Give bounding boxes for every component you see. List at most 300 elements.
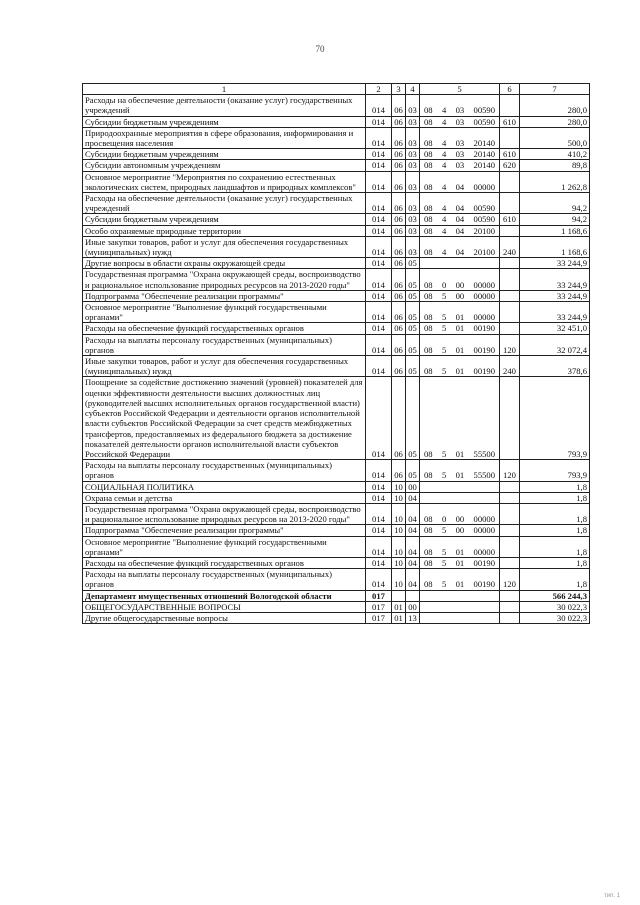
row-ved: 014 (366, 492, 392, 503)
row-target (420, 160, 500, 171)
target-subprogram: 5 (441, 525, 447, 536)
row-sum: 280,0 (520, 95, 590, 116)
target-event: 00 (455, 514, 465, 525)
col-header-4: 4 (406, 84, 420, 95)
target-event: 04 (455, 247, 465, 258)
target-subprogram: 5 (441, 312, 447, 323)
target-subprogram: 0 (441, 514, 447, 525)
row-name: Расходы на обеспечение функций государственных органов (83, 557, 366, 568)
target-event: 03 (455, 149, 465, 160)
row-sum: 33 244,9 (520, 302, 590, 323)
target-subprogram: 4 (441, 138, 447, 149)
row-vr (500, 323, 520, 334)
row-ved: 014 (366, 193, 392, 214)
row-name: Расходы на обеспечение функций государственных органов (83, 323, 366, 334)
target-subprogram: 4 (441, 116, 447, 127)
row-target (420, 525, 500, 536)
target-event: 04 (455, 181, 465, 192)
row-ved: 014 (366, 236, 392, 257)
target-subprogram: 4 (441, 181, 447, 192)
table-row (83, 225, 590, 236)
target-subprogram: 4 (441, 214, 447, 225)
row-rz: 06 (392, 95, 406, 116)
row-sum: 33 244,9 (520, 269, 590, 290)
target-program: 08 (424, 116, 433, 127)
target-event: 01 (455, 470, 465, 481)
row-name: Субсидии бюджетным учреждениям (83, 116, 366, 127)
row-name: Подпрограмма "Обеспечение реализации программы" (83, 290, 366, 301)
col-header-1: 1 (83, 84, 366, 95)
row-name: Подпрограмма "Обеспечение реализации программы" (83, 525, 366, 536)
table-row (83, 269, 590, 290)
row-vr (500, 492, 520, 503)
row-target (420, 236, 500, 257)
target-program: 08 (424, 203, 433, 214)
row-target (420, 569, 500, 590)
row-name: Иные закупки товаров, работ и услуг для обеспечения государственных (муниципальных) нужд (83, 236, 366, 257)
row-pr: 13 (406, 612, 420, 623)
target-event: 04 (455, 203, 465, 214)
row-vr: 610 (500, 149, 520, 160)
row-vr: 240 (500, 236, 520, 257)
row-rz: 06 (392, 323, 406, 334)
row-rz: 06 (392, 171, 406, 192)
row-rz: 01 (392, 601, 406, 612)
row-sum: 566 244,3 (520, 590, 590, 601)
row-name: Иные закупки товаров, работ и услуг для обеспечения государственных (муниципальных) нужд (83, 356, 366, 377)
target-subprogram: 4 (441, 160, 447, 171)
row-pr: 05 (406, 356, 420, 377)
row-rz: 10 (392, 557, 406, 568)
target-subprogram: 5 (441, 470, 447, 481)
table-row (83, 149, 590, 160)
row-pr: 05 (406, 377, 420, 460)
row-target (420, 612, 500, 623)
row-name: Охрана семьи и детства (83, 492, 366, 503)
target-direction: 55500 (473, 448, 495, 459)
row-rz: 10 (392, 569, 406, 590)
row-name: Государственная программа "Охрана окружающей среды, воспроизводство и рациональное использование природных ресурсов на 2013-2020 годы" (83, 269, 366, 290)
target-program: 08 (424, 160, 433, 171)
table-row (83, 127, 590, 148)
target-program: 08 (424, 470, 433, 481)
target-direction: 00190 (473, 344, 495, 355)
row-sum: 500,0 (520, 127, 590, 148)
row-name: Природоохранные мероприятия в сфере образования, информирования и просвещения населения (83, 127, 366, 148)
row-pr: 03 (406, 214, 420, 225)
row-target (420, 460, 500, 481)
row-sum: 280,0 (520, 116, 590, 127)
target-direction: 20140 (473, 160, 495, 171)
row-rz: 06 (392, 460, 406, 481)
target-subprogram: 5 (441, 448, 447, 459)
row-target (420, 334, 500, 355)
header-row (83, 84, 590, 95)
row-vr (500, 302, 520, 323)
row-rz: 06 (392, 258, 406, 269)
target-program: 08 (424, 247, 433, 258)
row-ved: 014 (366, 302, 392, 323)
table-row (83, 193, 590, 214)
target-program: 08 (424, 138, 433, 149)
target-direction: 20100 (473, 247, 495, 258)
target-program: 08 (424, 225, 433, 236)
target-event: 01 (455, 366, 465, 377)
row-pr: 03 (406, 95, 420, 116)
row-target (420, 95, 500, 116)
target-program: 08 (424, 344, 433, 355)
target-event: 03 (455, 116, 465, 127)
row-ved: 014 (366, 269, 392, 290)
col-header-6: 6 (500, 84, 520, 95)
table-row (83, 601, 590, 612)
budget-table (82, 83, 590, 624)
table-row (83, 302, 590, 323)
row-vr (500, 290, 520, 301)
table-row (83, 323, 590, 334)
target-subprogram: 5 (441, 344, 447, 355)
row-sum: 1 262,8 (520, 171, 590, 192)
row-ved: 014 (366, 557, 392, 568)
table-row (83, 536, 590, 557)
row-sum: 1,8 (520, 536, 590, 557)
row-pr: 03 (406, 193, 420, 214)
row-ved: 014 (366, 503, 392, 524)
row-target (420, 356, 500, 377)
row-pr: 05 (406, 290, 420, 301)
row-vr (500, 269, 520, 290)
row-sum: 793,9 (520, 377, 590, 460)
target-program: 08 (424, 448, 433, 459)
row-name: Субсидии бюджетным учреждениям (83, 149, 366, 160)
row-pr: 05 (406, 258, 420, 269)
row-vr: 120 (500, 334, 520, 355)
row-ved: 014 (366, 536, 392, 557)
table-row (83, 258, 590, 269)
row-pr: 04 (406, 536, 420, 557)
row-target (420, 258, 500, 269)
table-row (83, 160, 590, 171)
target-direction: 20140 (473, 149, 495, 160)
table-row (83, 95, 590, 116)
row-target (420, 290, 500, 301)
target-direction: 00000 (473, 312, 495, 323)
target-subprogram: 4 (441, 225, 447, 236)
row-target (420, 116, 500, 127)
row-vr (500, 590, 520, 601)
target-event: 01 (455, 312, 465, 323)
row-rz: 06 (392, 193, 406, 214)
row-sum: 1 168,6 (520, 225, 590, 236)
row-ved: 014 (366, 377, 392, 460)
row-target (420, 127, 500, 148)
target-event: 01 (455, 323, 465, 334)
row-sum: 1,8 (520, 481, 590, 492)
row-vr: 620 (500, 160, 520, 171)
target-program: 08 (424, 181, 433, 192)
row-pr: 04 (406, 569, 420, 590)
row-vr (500, 193, 520, 214)
row-ved: 014 (366, 460, 392, 481)
row-target (420, 214, 500, 225)
row-ved: 017 (366, 590, 392, 601)
row-target (420, 225, 500, 236)
row-rz: 06 (392, 302, 406, 323)
row-target (420, 492, 500, 503)
row-rz: 06 (392, 160, 406, 171)
row-pr: 05 (406, 460, 420, 481)
col-header-3: 3 (392, 84, 406, 95)
row-target (420, 536, 500, 557)
row-sum: 33 244,9 (520, 258, 590, 269)
row-name: Основное мероприятие "Выполнение функций государственными органами" (83, 536, 366, 557)
target-direction: 00000 (473, 514, 495, 525)
target-event: 00 (455, 279, 465, 290)
row-target (420, 481, 500, 492)
page-number: 70 (315, 44, 325, 54)
row-ved: 014 (366, 95, 392, 116)
target-direction: 00190 (473, 323, 495, 334)
row-ved: 014 (366, 149, 392, 160)
row-pr: 03 (406, 171, 420, 192)
row-rz: 10 (392, 503, 406, 524)
row-rz: 06 (392, 214, 406, 225)
target-subprogram: 4 (441, 203, 447, 214)
table-row (83, 236, 590, 257)
row-rz: 06 (392, 356, 406, 377)
target-program: 08 (424, 579, 433, 590)
row-vr (500, 557, 520, 568)
row-pr: 05 (406, 334, 420, 355)
target-subprogram: 5 (441, 579, 447, 590)
row-vr (500, 503, 520, 524)
row-name: Расходы на обеспечение деятельности (оказание услуг) государственных учреждений (83, 193, 366, 214)
row-target (420, 557, 500, 568)
table-row (83, 481, 590, 492)
row-vr (500, 612, 520, 623)
target-subprogram: 5 (441, 557, 447, 568)
row-vr (500, 481, 520, 492)
row-name: Расходы на выплаты персоналу государственных (муниципальных) органов (83, 460, 366, 481)
target-subprogram: 0 (441, 279, 447, 290)
row-ved: 014 (366, 214, 392, 225)
target-direction: 00000 (473, 181, 495, 192)
target-program: 08 (424, 214, 433, 225)
row-ved: 014 (366, 160, 392, 171)
row-name: Основное мероприятие "Мероприятия по сохранению естественных экологических систем, природных ландшафтов и природных комплексов" (83, 171, 366, 192)
row-pr: 03 (406, 225, 420, 236)
target-direction: 00190 (473, 579, 495, 590)
row-ved: 017 (366, 612, 392, 623)
target-event: 01 (455, 344, 465, 355)
row-ved: 014 (366, 290, 392, 301)
target-program: 08 (424, 514, 433, 525)
target-direction: 00590 (473, 116, 495, 127)
row-ved: 014 (366, 258, 392, 269)
target-event: 01 (455, 557, 465, 568)
row-name: Субсидии бюджетным учреждениям (83, 214, 366, 225)
row-vr (500, 601, 520, 612)
target-program: 08 (424, 323, 433, 334)
target-direction: 00000 (473, 290, 495, 301)
row-ved: 014 (366, 323, 392, 334)
row-rz: 10 (392, 525, 406, 536)
row-sum: 793,9 (520, 460, 590, 481)
target-event: 00 (455, 290, 465, 301)
row-sum: 30 022,3 (520, 601, 590, 612)
row-target (420, 193, 500, 214)
target-direction: 00000 (473, 279, 495, 290)
row-vr (500, 536, 520, 557)
table-row (83, 171, 590, 192)
row-sum: 33 244,9 (520, 290, 590, 301)
row-name: Другие вопросы в области охраны окружающей среды (83, 258, 366, 269)
row-ved: 014 (366, 171, 392, 192)
target-event: 01 (455, 579, 465, 590)
table-row (83, 612, 590, 623)
row-target (420, 323, 500, 334)
row-sum: 1,8 (520, 503, 590, 524)
target-event: 03 (455, 105, 465, 116)
table-row (83, 590, 590, 601)
row-pr: 04 (406, 557, 420, 568)
row-sum: 32 451,0 (520, 323, 590, 334)
row-target (420, 601, 500, 612)
row-ved: 014 (366, 525, 392, 536)
row-pr: 03 (406, 149, 420, 160)
row-pr: 04 (406, 525, 420, 536)
table-row (83, 569, 590, 590)
row-ved: 014 (366, 225, 392, 236)
table-row (83, 116, 590, 127)
row-target (420, 590, 500, 601)
target-direction: 00590 (473, 105, 495, 116)
row-vr (500, 127, 520, 148)
target-direction: 00000 (473, 546, 495, 557)
target-direction: 20140 (473, 138, 495, 149)
row-pr: 03 (406, 116, 420, 127)
row-vr: 120 (500, 460, 520, 481)
row-ved: 017 (366, 601, 392, 612)
row-target (420, 149, 500, 160)
row-sum: 1 168,6 (520, 236, 590, 257)
table-row (83, 356, 590, 377)
target-program: 08 (424, 312, 433, 323)
row-pr: 03 (406, 236, 420, 257)
target-subprogram: 4 (441, 149, 447, 160)
row-pr: 00 (406, 601, 420, 612)
target-subprogram: 5 (441, 323, 447, 334)
target-subprogram: 5 (441, 366, 447, 377)
row-ved: 014 (366, 569, 392, 590)
target-event: 03 (455, 160, 465, 171)
table-row (83, 377, 590, 460)
col-header-7: 7 (520, 84, 590, 95)
row-rz: 06 (392, 225, 406, 236)
row-pr: 03 (406, 160, 420, 171)
row-sum: 30 022,3 (520, 612, 590, 623)
row-ved: 014 (366, 116, 392, 127)
row-ved: 014 (366, 356, 392, 377)
col-header-5: 5 (420, 84, 500, 95)
row-rz: 10 (392, 481, 406, 492)
target-event: 00 (455, 525, 465, 536)
row-sum: 1,8 (520, 492, 590, 503)
row-name: Основное мероприятие "Выполнение функций государственными органами" (83, 302, 366, 323)
target-program: 08 (424, 366, 433, 377)
row-name: Государственная программа "Охрана окружающей среды, воспроизводство и рациональное использование природных ресурсов на 2013-2020 годы" (83, 503, 366, 524)
row-name: Другие общегосударственные вопросы (83, 612, 366, 623)
target-program: 08 (424, 557, 433, 568)
target-direction: 20100 (473, 225, 495, 236)
table-row (83, 214, 590, 225)
target-program: 08 (424, 525, 433, 536)
row-sum: 1,8 (520, 569, 590, 590)
row-sum: 410,2 (520, 149, 590, 160)
row-target (420, 302, 500, 323)
row-name: Расходы на выплаты персоналу государственных (муниципальных) органов (83, 569, 366, 590)
row-vr (500, 95, 520, 116)
target-direction: 00590 (473, 203, 495, 214)
row-ved: 014 (366, 127, 392, 148)
row-pr: 03 (406, 127, 420, 148)
row-target (420, 171, 500, 192)
target-direction: 55500 (473, 470, 495, 481)
row-pr: 05 (406, 323, 420, 334)
row-ved: 014 (366, 334, 392, 355)
row-vr (500, 525, 520, 536)
row-sum: 94,2 (520, 193, 590, 214)
table-row (83, 290, 590, 301)
target-event: 04 (455, 214, 465, 225)
row-name: Особо охраняемые природные территории (83, 225, 366, 236)
target-program: 08 (424, 546, 433, 557)
row-rz: 01 (392, 612, 406, 623)
row-target (420, 377, 500, 460)
target-direction: 00590 (473, 214, 495, 225)
row-pr: 04 (406, 492, 420, 503)
row-sum: 1,8 (520, 525, 590, 536)
row-vr: 120 (500, 569, 520, 590)
row-sum: 378,6 (520, 356, 590, 377)
target-subprogram: 5 (441, 290, 447, 301)
row-vr (500, 377, 520, 460)
row-rz: 06 (392, 236, 406, 257)
row-target (420, 269, 500, 290)
table-row (83, 557, 590, 568)
row-rz: 06 (392, 149, 406, 160)
table-row (83, 492, 590, 503)
target-direction: 00000 (473, 525, 495, 536)
row-target (420, 503, 500, 524)
row-rz: 06 (392, 116, 406, 127)
row-name: Департамент имущественных отношений Вологодской области (83, 590, 366, 601)
table-row (83, 503, 590, 524)
target-direction: 00190 (473, 557, 495, 568)
row-vr: 610 (500, 116, 520, 127)
target-event: 03 (455, 138, 465, 149)
table-row (83, 525, 590, 536)
row-pr: 00 (406, 481, 420, 492)
target-program: 08 (424, 279, 433, 290)
row-ved: 014 (366, 481, 392, 492)
row-name: Поощрение за содействие достижению значений (уровней) показателей для оценки эффективности деятельности высших должностных лиц (руководителей высших исполнительных органов государственной власти) субъектов Российской Федерации и деятельности органов исполнительной власти субъектов Российской Федерации за счет средств межбюджетных трансфертов, предоставляемых из федерального бюджета за достижение показателей деятельности органов исполнительной власти субъектов Российской Федерации (83, 377, 366, 460)
row-sum: 94,2 (520, 214, 590, 225)
target-subprogram: 5 (441, 546, 447, 557)
footer-mark: тип. 1 (603, 893, 620, 899)
row-name: Расходы на обеспечение деятельности (оказание услуг) государственных учреждений (83, 95, 366, 116)
row-rz: 06 (392, 290, 406, 301)
